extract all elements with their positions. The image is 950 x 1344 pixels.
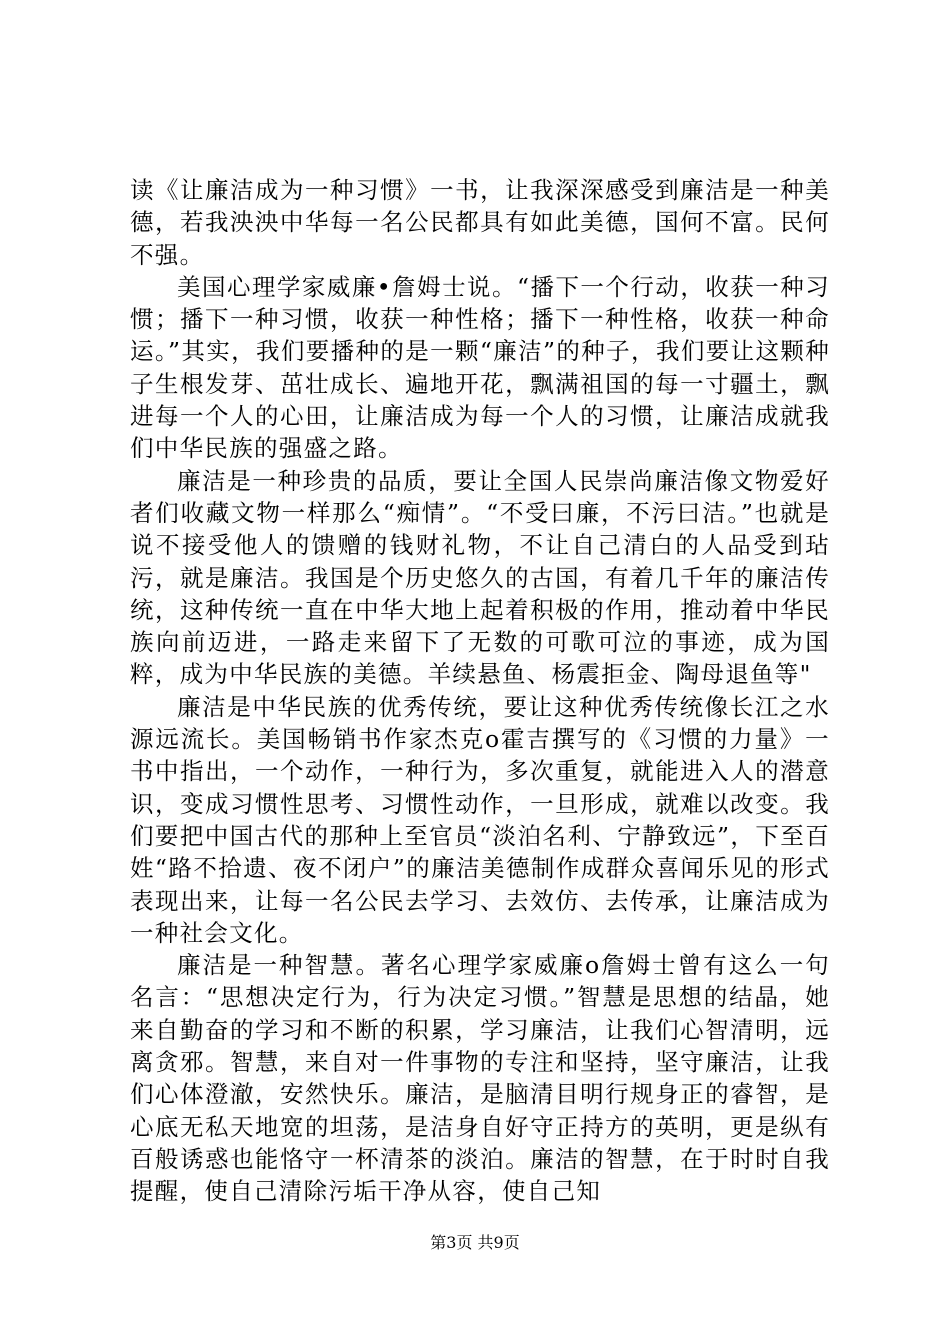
body-text [130, 174, 830, 1208]
page-footer [0, 1232, 950, 1254]
paragraph-2: 美国心理学家威廉•詹姆士说。“播下一个行动，收获一种习惯；播下一种习惯，收获一种性格；播下一种性格，收获一种命运。”其实，我们要播种的是一颗“廉洁”的种子，我们要让这颗种子生根发芽、茁壮成长、遍地开花，飘满祖国的每一寸疆土，飘进每一个人的心田，让廉洁成为每一个人的习惯，让廉洁成就我们中华民族的强盛之路。 [130, 272, 830, 463]
paragraph-4: 廉洁是中华民族的优秀传统，要让这种优秀传统像长江之水源远流长。美国畅销书作家杰克ο霍吉撰写的《习惯的力量》一书中指出，一个动作，一种行为，多次重复，就能进入人的潜意识，变成习惯性思考、习惯性动作，一旦形成，就难以改变。我们要把中国古代的那种上至官员“淡泊名利、宁静致远”，下至百姓“路不拾遗、夜不闭户”的廉洁美德制作成群众喜闻乐见的形式表现出来，让每一名公民去学习、去效仿、去传承，让廉洁成为一种社会文化。 [130, 692, 830, 947]
page-number: 第3页 共9页 [430, 1233, 520, 1252]
paragraph-5: 廉洁是一种智慧。著名心理学家威廉ο詹姆士曾有这么一句名言：“思想决定行为，行为决定习惯。”智慧是思想的结晶，她来自勤奋的学习和不断的积累，学习廉洁，让我们心智清明，远离贪邪。智慧，来自对一件事物的专注和坚持，坚守廉洁，让我们心体澄澈，安然快乐。廉洁，是脑清目明行规身正的睿智，是心底无私天地宽的坦荡，是洁身自好守正持方的英明，更是纵有百般诱惑也能恪守一杯清茶的淡泊。廉洁的智慧，在于时时自我提醒，使自己清除污垢干净从容，使自己知 [130, 951, 830, 1206]
paragraph-1: 读《让廉洁成为一种习惯》一书，让我深深感受到廉洁是一种美德，若我泱泱中华每一名公民都具有如此美德，国何不富。民何不强。 [130, 176, 830, 269]
paragraph-3: 廉洁是一种珍贵的品质，要让全国人民崇尚廉洁像文物爱好者们收藏文物一样那么“痴情”。“不受曰廉，不污曰洁。”也就是说不接受他人的馈赠的钱财礼物，不让自己清白的人品受到玷污，就是廉洁。我国是个历史悠久的古国，有着几千年的廉洁传统，这种传统一直在中华大地上起着积极的作用，推动着中华民族向前迈进，一路走来留下了无数的可歌可泣的事迹，成为国粹，成为中华民族的美德。羊续悬鱼、杨震拒金、陶母退鱼等" [130, 466, 830, 689]
